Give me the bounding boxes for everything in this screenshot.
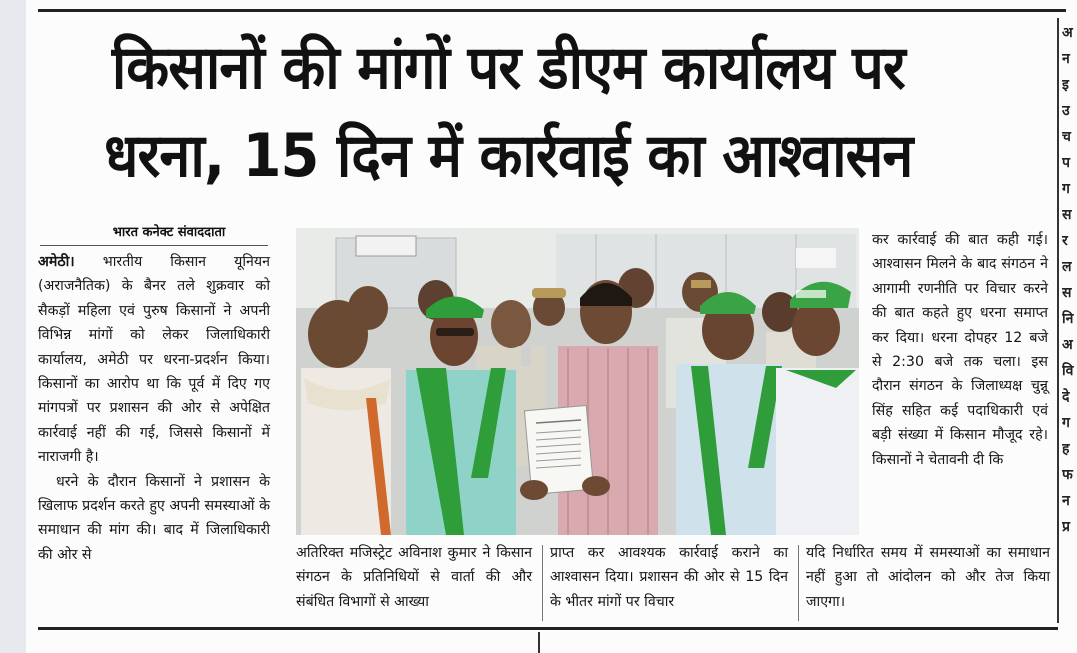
adjacent-column-cutoff: अ न इ उ च प ग स र ल स नि अ वि दे ग ह फ न प्र <box>1062 25 1074 535</box>
newspaper-page <box>26 0 1077 653</box>
article-column-1 <box>38 250 270 567</box>
news-photo <box>296 228 859 535</box>
protest-photo-illustration <box>296 228 859 535</box>
paragraph-1-text: भारतीय किसान यूनियन (अराजनैतिक) के बैनर तले शुक्रवार को सैकड़ों महिला एवं पुरुष किसानों ने अपनी विभिन्न मांगों को लेकर जिलाधिकारी कार्यालय, अमेठी पर धरना-प्रदर्शन किया। किसानों का आरोप था कि पूर्व में दिए गए मांगपत्रों पर प्रशासन की ओर से अपेक्षित कार्रवाई नहीं की गई, जिससे किसानों में नाराजगी है। <box>38 254 270 466</box>
paragraph-1 <box>38 250 270 470</box>
bottom-divider-1 <box>542 545 543 621</box>
column-divider <box>1057 18 1059 623</box>
top-rule <box>38 9 1066 12</box>
viewer-left-margin <box>0 0 26 653</box>
headline-line-1: किसानों की मांगों पर डीएम कार्यालय पर <box>111 33 905 103</box>
article-bottom-row <box>294 541 1054 621</box>
bottom-rule <box>38 627 1058 630</box>
bottom-divider-2 <box>798 545 799 621</box>
headline <box>34 24 983 200</box>
bottom-column-1: अतिरिक्त मजिस्ट्रेट अविनाश कुमार ने किसान संगठन के प्रतिनिधियों से वार्ता की और संबंधित विभागों से आख्या <box>296 545 532 610</box>
paragraph-2: धरने के दौरान किसानों ने प्रशासन के खिलाफ प्रदर्शन करते हुए अपनी समस्याओं के समाधान की मांग की। बाद में जिलाधिकारी की ओर से <box>38 473 270 563</box>
article-column-right: कर कार्रवाई की बात कही गई। आश्वासन मिलने के बाद संगठन ने आगामी रणनीति पर विचार करने की बात कहते हुए धरना समाप्त कर दिया। धरना दोपहर 12 बजे से 2:30 बजे तक चला। इस दौरान संगठन के जिलाध्यक्ष चुन्नू सिंह सहित कई पदाधिकारी एवं बड़ी संख्या में किसान मौजूद रहे। किसानों ने चेतावनी दी कि <box>872 232 1048 468</box>
dateline: अमेठी। <box>38 254 75 270</box>
next-article-divider <box>538 632 540 653</box>
headline-line-2: धरना, 15 दिन में कार्रवाई का आश्वासन <box>104 121 913 191</box>
bottom-column-3: यदि निर्धारित समय में समस्याओं का समाधान नहीं हुआ तो आंदोलन को और तेज किया जाएगा। <box>806 545 1050 610</box>
byline: भारत कनेक्ट संवाददाता <box>40 222 268 246</box>
bottom-column-2: प्राप्त कर आवश्यक कार्रवाई कराने का आश्वासन दिया। प्रशासन की ओर से 15 दिन के भीतर मांगों पर विचार <box>550 545 788 610</box>
